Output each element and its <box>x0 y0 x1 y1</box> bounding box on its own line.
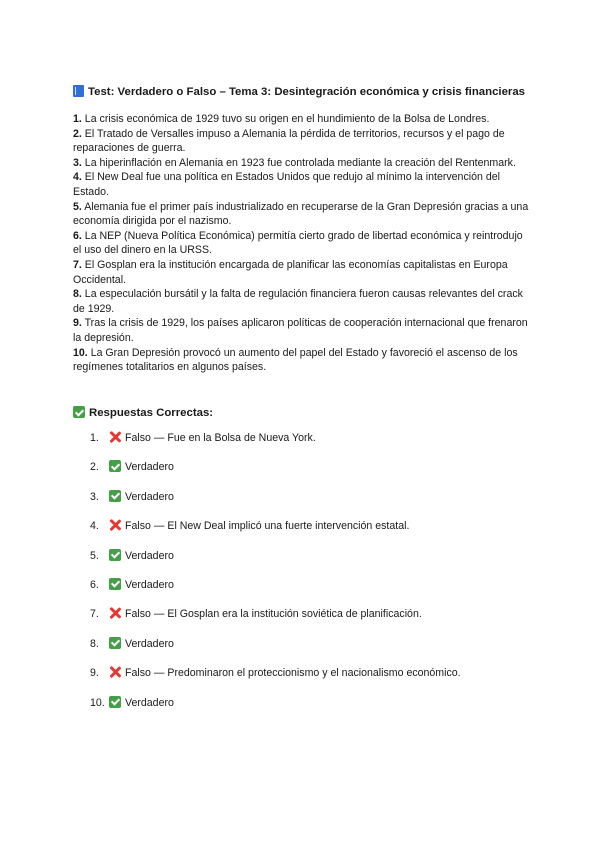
question-number: 3. <box>73 156 82 169</box>
answer-item <box>90 430 510 459</box>
question-number: 2. <box>73 127 82 140</box>
answers-heading <box>73 405 213 421</box>
answer-item <box>90 665 510 694</box>
answer-number: 3. <box>90 490 99 503</box>
check-icon <box>109 549 121 561</box>
question-item <box>73 346 533 375</box>
question-text: El Tratado de Versalles impuso a Alemania la pérdida de territorios, recursos y el pago de reparaciones de guerra. <box>73 127 505 155</box>
check-icon <box>73 406 85 418</box>
answer-text: Verdadero <box>125 549 174 562</box>
question-item <box>73 287 533 316</box>
answer-text: Verdadero <box>125 490 174 503</box>
cross-icon <box>109 607 121 619</box>
answer-item <box>90 577 510 606</box>
answers-heading-text: Respuestas Correctas: <box>89 407 214 419</box>
question-item <box>73 127 533 156</box>
answer-text: Falso — Predominaron el proteccionismo y el nacionalismo económico. <box>125 667 461 680</box>
answer-number: 4. <box>90 520 99 533</box>
question-text: Alemania fue el primer país industrializado en recuperarse de la Gran Depresión gracias a una economía dirigida por el nazismo. <box>73 200 529 228</box>
question-number: 8. <box>73 288 82 301</box>
check-icon <box>109 637 121 649</box>
answer-item <box>90 459 510 488</box>
answer-item <box>90 695 510 724</box>
question-item <box>73 170 533 199</box>
question-number: 9. <box>73 317 82 330</box>
question-item <box>73 156 533 171</box>
answer-text: Verdadero <box>125 637 174 650</box>
question-text: El New Deal fue una política en Estados Unidos que redujo al mínimo la intervención del Estado. <box>73 171 500 198</box>
check-icon <box>109 490 121 502</box>
question-number: 1. <box>73 113 82 125</box>
question-text: Tras la crisis de 1929, los países aplicaron políticas de cooperación internacional que frenaron la depresión. <box>73 317 528 344</box>
question-text: La crisis económica de 1929 tuvo su origen en el hundimiento de la Bolsa de Londres. <box>84 113 490 125</box>
answer-number: 7. <box>90 608 99 621</box>
answer-item <box>90 636 510 665</box>
question-item <box>73 316 533 345</box>
question-text: La especulación bursátil y la falta de regulación financiera fueron causas relevantes del crack de 1929. <box>73 288 523 315</box>
answer-text: Falso — Fue en la Bolsa de Nueva York. <box>125 432 316 444</box>
answer-number: 8. <box>90 637 99 650</box>
questions-list <box>73 112 533 375</box>
answer-number: 2. <box>90 461 99 474</box>
question-number: 4. <box>73 171 82 184</box>
question-text: La NEP (Nueva Política Económica) permitía cierto grado de libertad económica y reintrodujo el uso del dinero en la URSS. <box>73 229 523 257</box>
question-item <box>73 200 533 229</box>
question-item <box>73 112 533 127</box>
answer-text: Verdadero <box>125 578 174 591</box>
answer-text: Verdadero <box>125 696 174 709</box>
answer-number: 6. <box>90 578 99 591</box>
question-number: 7. <box>73 258 82 271</box>
question-item <box>73 229 533 258</box>
question-number: 5. <box>73 200 82 213</box>
question-item <box>73 258 533 287</box>
answer-text: Falso — El New Deal implicó una fuerte intervención estatal. <box>125 520 410 533</box>
answer-number: 10. <box>90 696 105 709</box>
cross-icon <box>109 666 121 678</box>
question-number: 6. <box>73 229 82 242</box>
answer-text: Falso — El Gosplan era la institución soviética de planificación. <box>125 608 422 621</box>
answer-item <box>90 489 510 518</box>
page-title-text: Test: Verdadero o Falso – Tema 3: Desintegración económica y crisis financieras <box>88 86 526 98</box>
check-icon <box>109 578 121 590</box>
answer-item <box>90 518 510 547</box>
answer-number: 1. <box>90 432 99 444</box>
check-icon <box>109 696 121 708</box>
answer-number: 5. <box>90 549 99 562</box>
answer-number: 9. <box>90 667 99 680</box>
question-text: La hiperinflación en Alemania en 1923 fue controlada mediante la creación del Rentenmark. <box>84 156 516 169</box>
question-text: La Gran Depresión provocó un aumento del papel del Estado y favoreció el ascenso de los regímenes totalitarios en algunos países. <box>73 346 518 374</box>
check-icon <box>109 460 121 472</box>
cross-icon <box>109 431 121 443</box>
page-title <box>73 84 543 100</box>
question-number: 10. <box>73 346 88 359</box>
answer-text: Verdadero <box>125 461 174 474</box>
answer-item <box>90 606 510 635</box>
cross-icon <box>109 519 121 531</box>
book-icon <box>73 85 84 97</box>
answer-item <box>90 548 510 577</box>
answers-list <box>90 430 510 724</box>
question-text: El Gosplan era la institución encargada de planificar las economías capitalistas en Europa Occidental. <box>73 258 508 286</box>
